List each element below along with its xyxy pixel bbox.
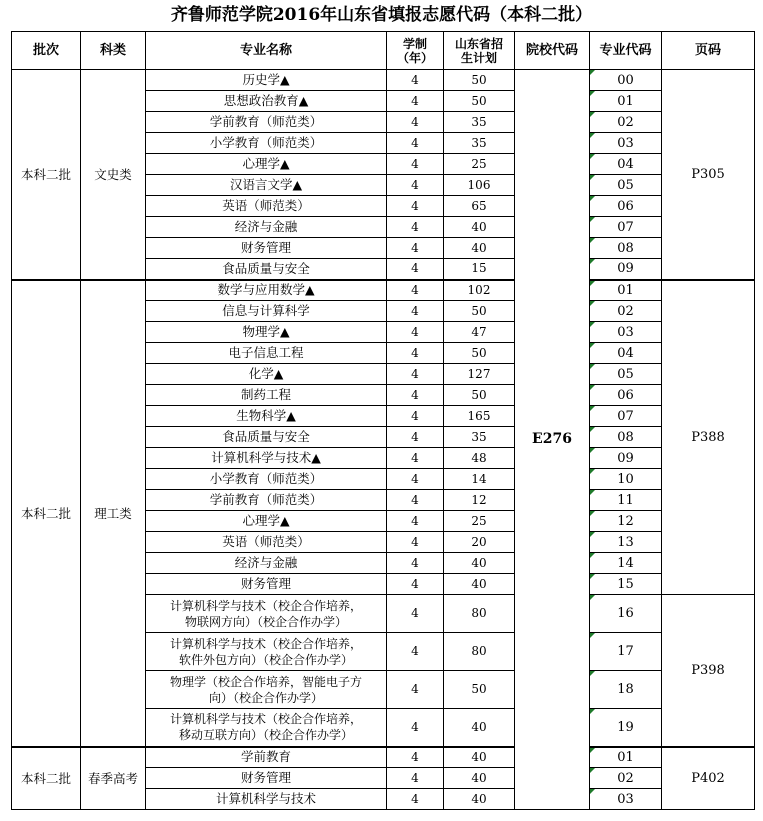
years-cell: 4 — [387, 469, 444, 490]
major-code-cell: 02 — [590, 768, 662, 789]
major-code-cell: 05 — [590, 364, 662, 385]
years-cell: 4 — [387, 595, 444, 633]
header-major: 专业名称 — [146, 32, 387, 70]
years-cell: 4 — [387, 259, 444, 280]
major-code-cell: 16 — [590, 595, 662, 633]
major-name-cell — [146, 238, 387, 259]
plan-cell: 35 — [444, 112, 515, 133]
major-name-cell — [146, 789, 387, 810]
major-name-line: 财务管理 — [240, 240, 291, 255]
major-code-cell: 03 — [590, 133, 662, 154]
major-name-line: 计算机科学与技术（校企合作培养， — [169, 636, 362, 651]
header-years — [387, 32, 444, 70]
plan-cell: 40 — [444, 574, 515, 595]
category-cell: 文史类 — [81, 70, 146, 280]
major-name-cell — [146, 133, 387, 154]
major-name-line: 计算机科学与技术（校企合作培养， — [169, 598, 362, 613]
major-name-line: 经济与金融 — [234, 219, 298, 234]
years-cell: 4 — [387, 671, 444, 709]
major-code-cell: 08 — [590, 238, 662, 259]
plan-cell: 165 — [444, 406, 515, 427]
years-cell: 4 — [387, 633, 444, 671]
category-cell: 理工类 — [81, 280, 146, 747]
plan-cell: 50 — [444, 301, 515, 322]
major-code-cell: 02 — [590, 112, 662, 133]
years-cell: 4 — [387, 448, 444, 469]
major-name-line: 计算机科学与技术 — [215, 791, 316, 806]
table-body — [12, 70, 755, 810]
major-name-cell — [146, 364, 387, 385]
years-cell: 4 — [387, 154, 444, 175]
major-name-line: 信息与计算科学 — [222, 303, 310, 318]
major-name-line: 学前教育（师范类） — [209, 114, 323, 129]
plan-cell: 50 — [444, 91, 515, 112]
years-cell: 4 — [387, 343, 444, 364]
plan-cell: 48 — [444, 448, 515, 469]
major-name-line: 心理学▲ — [242, 513, 290, 528]
major-name-cell — [146, 595, 387, 633]
plan-cell: 127 — [444, 364, 515, 385]
batch-cell: 本科二批 — [12, 280, 81, 747]
major-name-line: 英语（师范类） — [222, 198, 310, 213]
plan-cell: 25 — [444, 511, 515, 532]
major-name-cell — [146, 175, 387, 196]
batch-cell: 本科二批 — [12, 70, 81, 280]
header-years-line2: （年） — [396, 50, 433, 65]
major-code-cell: 18 — [590, 671, 662, 709]
header-category: 科类 — [81, 32, 146, 70]
major-name-line: 汉语言文学▲ — [229, 177, 303, 192]
major-name-line: 计算机科学与技术（校企合作培养， — [169, 712, 362, 727]
plan-cell: 40 — [444, 747, 515, 768]
years-cell: 4 — [387, 175, 444, 196]
page-cell: P388 — [662, 280, 755, 595]
major-name-line: 制药工程 — [240, 387, 291, 402]
major-name-line: 食品质量与安全 — [222, 429, 310, 444]
header-major-code: 专业代码 — [590, 32, 662, 70]
major-name-cell — [146, 574, 387, 595]
major-name-line: 学前教育 — [240, 749, 291, 765]
major-name-line: 物联网方向）（校企合作办学） — [184, 614, 347, 629]
major-code-cell: 10 — [590, 469, 662, 490]
years-cell: 4 — [387, 91, 444, 112]
major-name-line: 生物科学▲ — [236, 408, 296, 423]
page-cell: P398 — [662, 595, 755, 747]
category-cell: 春季高考 — [81, 747, 146, 810]
major-name-cell — [146, 322, 387, 343]
major-code-cell: 19 — [590, 709, 662, 747]
page-title: 齐鲁师范学院2016年山东省填报志愿代码（本科二批） — [170, 5, 593, 25]
table-row — [12, 280, 755, 301]
years-cell: 4 — [387, 238, 444, 259]
major-name-cell — [146, 301, 387, 322]
major-name-line: 软件外包方向）（校企合作办学） — [178, 652, 353, 667]
plan-cell: 47 — [444, 322, 515, 343]
major-name-cell — [146, 280, 387, 301]
years-cell: 4 — [387, 322, 444, 343]
major-code-cell: 07 — [590, 217, 662, 238]
major-name-line: 学前教育（师范类） — [209, 492, 323, 507]
years-cell: 4 — [387, 70, 444, 91]
major-name-line: 英语（师范类） — [222, 534, 310, 549]
major-name-cell — [146, 709, 387, 747]
major-name-cell — [146, 671, 387, 709]
years-cell: 4 — [387, 747, 444, 768]
plan-cell: 106 — [444, 175, 515, 196]
major-name-line: 心理学▲ — [242, 156, 290, 171]
plan-cell: 40 — [444, 217, 515, 238]
plan-cell: 15 — [444, 259, 515, 280]
major-name-cell — [146, 511, 387, 532]
years-cell: 4 — [387, 196, 444, 217]
major-name-cell — [146, 112, 387, 133]
major-name-line: 财务管理 — [240, 576, 291, 591]
years-cell: 4 — [387, 406, 444, 427]
plan-cell: 40 — [444, 238, 515, 259]
major-name-line: 电子信息工程 — [228, 345, 304, 360]
page-cell: P402 — [662, 747, 755, 810]
major-name-line: 数学与应用数学▲ — [217, 282, 315, 298]
major-name-line: 思想政治教育▲ — [223, 93, 309, 108]
header-batch: 批次 — [12, 32, 81, 70]
major-code-cell: 11 — [590, 490, 662, 511]
major-code-cell: 00 — [590, 70, 662, 91]
plan-cell: 35 — [444, 133, 515, 154]
header-plan-line1: 山东省招 — [454, 36, 503, 51]
major-name-line: 小学教育（师范类） — [209, 135, 323, 150]
major-name-line: 食品质量与安全 — [222, 260, 310, 276]
major-code-cell: 12 — [590, 511, 662, 532]
plan-cell: 14 — [444, 469, 515, 490]
major-name-line: 物理学▲ — [242, 324, 290, 339]
header-page: 页码 — [662, 32, 755, 70]
plan-cell: 40 — [444, 789, 515, 810]
major-code-cell: 17 — [590, 633, 662, 671]
major-code-cell: 09 — [590, 259, 662, 280]
page-cell: P305 — [662, 70, 755, 280]
batch-cell: 本科二批 — [12, 747, 81, 810]
major-name-cell — [146, 427, 387, 448]
major-name-cell — [146, 490, 387, 511]
major-name-line: 向）（校企合作办学） — [208, 690, 323, 705]
major-code-cell: 03 — [590, 322, 662, 343]
major-name-line: 历史学▲ — [242, 72, 290, 87]
major-name-cell — [146, 406, 387, 427]
header-years-line1: 学制 — [402, 36, 427, 51]
major-code-cell: 08 — [590, 427, 662, 448]
years-cell: 4 — [387, 385, 444, 406]
years-cell: 4 — [387, 427, 444, 448]
header-school-code: 院校代码 — [515, 32, 590, 70]
plan-cell: 50 — [444, 343, 515, 364]
header-plan — [444, 32, 515, 70]
major-code-cell: 01 — [590, 280, 662, 301]
major-name-cell — [146, 259, 387, 280]
plan-cell: 20 — [444, 532, 515, 553]
plan-cell: 102 — [444, 280, 515, 301]
plan-cell: 35 — [444, 427, 515, 448]
years-cell: 4 — [387, 301, 444, 322]
major-code-cell: 01 — [590, 91, 662, 112]
major-name-cell — [146, 91, 387, 112]
major-name-cell — [146, 154, 387, 175]
years-cell: 4 — [387, 364, 444, 385]
major-name-line: 化学▲ — [248, 366, 284, 381]
major-name-cell — [146, 469, 387, 490]
major-code-cell: 04 — [590, 154, 662, 175]
plan-cell: 12 — [444, 490, 515, 511]
table-row — [12, 70, 755, 91]
major-name-line: 小学教育（师范类） — [209, 471, 323, 486]
years-cell: 4 — [387, 133, 444, 154]
header-plan-line2: 生计划 — [460, 50, 497, 65]
major-name-cell — [146, 196, 387, 217]
major-name-cell — [146, 747, 387, 768]
major-code-cell: 06 — [590, 196, 662, 217]
plan-cell: 65 — [444, 196, 515, 217]
years-cell: 4 — [387, 709, 444, 747]
major-name-line: 计算机科学与技术▲ — [211, 450, 321, 465]
major-code-cell: 03 — [590, 789, 662, 810]
major-code-cell: 02 — [590, 301, 662, 322]
plan-cell: 50 — [444, 671, 515, 709]
major-name-line: 物理学（校企合作培养，智能电子方 — [169, 674, 362, 689]
major-code-cell: 07 — [590, 406, 662, 427]
plan-cell: 40 — [444, 709, 515, 747]
major-name-cell — [146, 768, 387, 789]
plan-cell: 25 — [444, 154, 515, 175]
years-cell: 4 — [387, 490, 444, 511]
major-code-cell: 14 — [590, 553, 662, 574]
years-cell: 4 — [387, 280, 444, 301]
years-cell: 4 — [387, 768, 444, 789]
major-name-cell — [146, 532, 387, 553]
years-cell: 4 — [387, 112, 444, 133]
major-name-cell — [146, 553, 387, 574]
years-cell: 4 — [387, 511, 444, 532]
major-code-cell: 04 — [590, 343, 662, 364]
major-code-cell: 05 — [590, 175, 662, 196]
major-name-line: 经济与金融 — [234, 555, 298, 570]
plan-cell: 40 — [444, 553, 515, 574]
admission-code-table — [11, 31, 755, 810]
major-name-line: 财务管理 — [240, 770, 291, 785]
plan-cell: 50 — [444, 70, 515, 91]
major-name-line: 移动互联方向）（校企合作办学） — [178, 728, 353, 743]
major-name-cell — [146, 70, 387, 91]
plan-cell: 80 — [444, 595, 515, 633]
major-name-cell — [146, 633, 387, 671]
major-name-cell — [146, 385, 387, 406]
major-name-cell — [146, 448, 387, 469]
school-code-cell: E276 — [515, 70, 590, 810]
major-name-cell — [146, 217, 387, 238]
years-cell: 4 — [387, 553, 444, 574]
table-row — [12, 747, 755, 768]
years-cell: 4 — [387, 789, 444, 810]
major-code-cell: 09 — [590, 448, 662, 469]
years-cell: 4 — [387, 217, 444, 238]
major-code-cell: 15 — [590, 574, 662, 595]
years-cell: 4 — [387, 532, 444, 553]
years-cell: 4 — [387, 574, 444, 595]
header-row — [12, 32, 755, 70]
major-code-cell: 06 — [590, 385, 662, 406]
plan-cell: 80 — [444, 633, 515, 671]
plan-cell: 40 — [444, 768, 515, 789]
major-name-cell — [146, 343, 387, 364]
major-code-cell: 13 — [590, 532, 662, 553]
major-code-cell: 01 — [590, 747, 662, 768]
plan-cell: 50 — [444, 385, 515, 406]
